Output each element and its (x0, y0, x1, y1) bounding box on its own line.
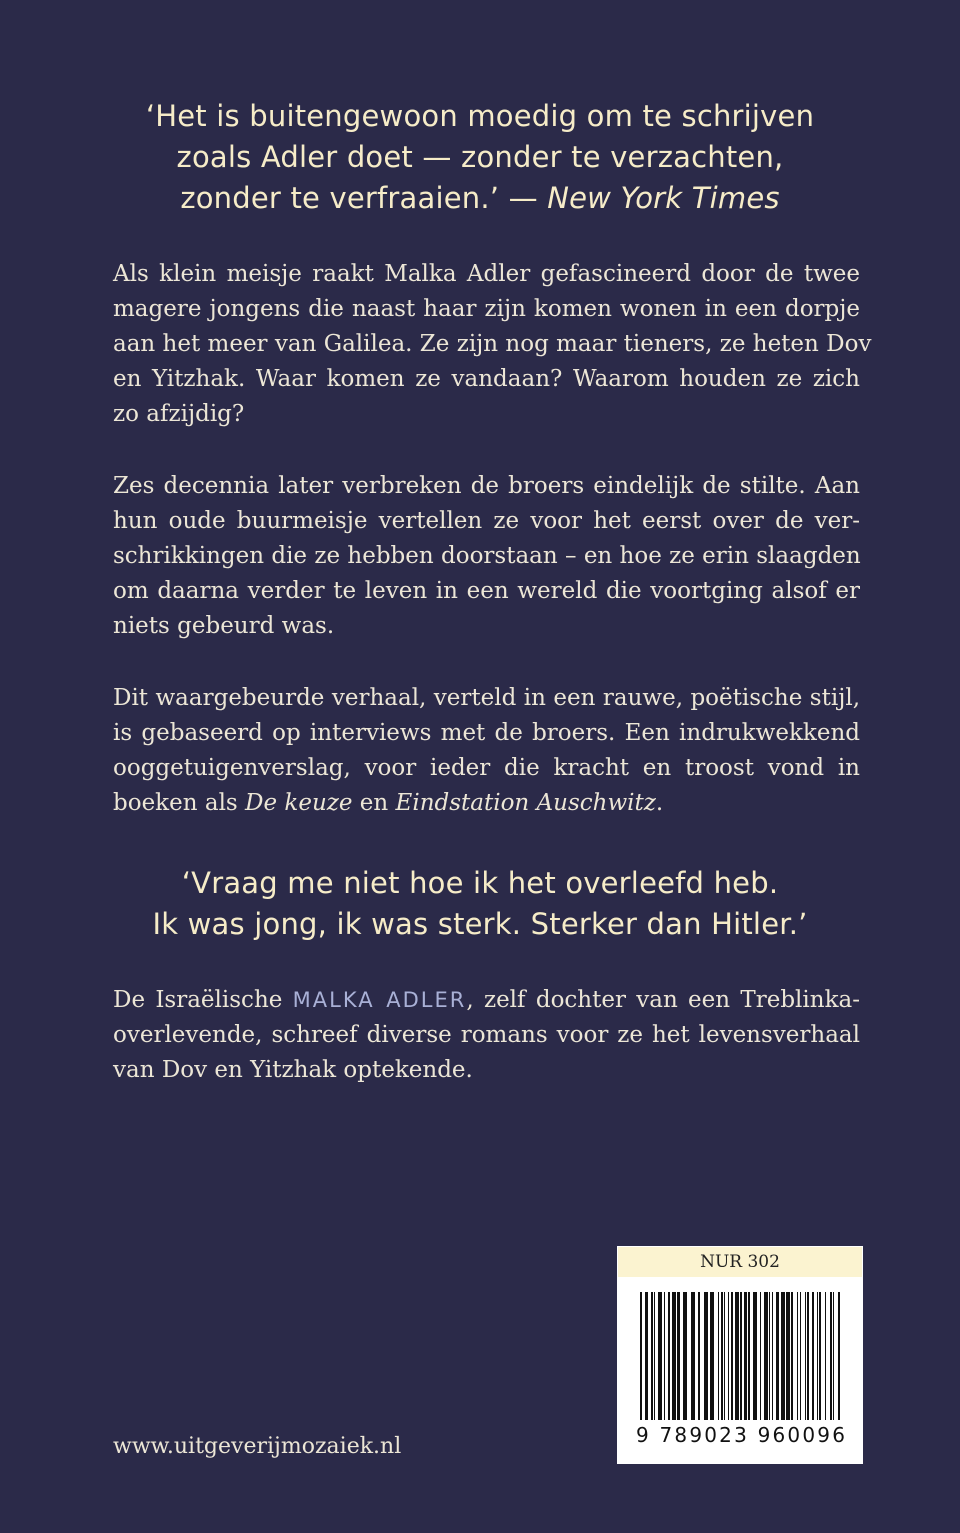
text-line: overlevende, schreef diverse romans voor ze het levensverhaal (113, 1022, 860, 1048)
barcode-bar (735, 1292, 739, 1420)
barcode-bar (740, 1292, 742, 1420)
barcode-bar (731, 1292, 733, 1420)
barcode-bar (838, 1292, 840, 1420)
barcode-bar (800, 1292, 801, 1420)
isbn-number: 9 789023 960096 (636, 1423, 848, 1447)
review-quote (0, 96, 960, 219)
barcode-bar (786, 1292, 790, 1420)
barcode-bar (817, 1292, 818, 1420)
barcode-bar (748, 1292, 750, 1420)
barcode-bar (753, 1292, 757, 1420)
barcode-bar (698, 1292, 700, 1420)
text-fragment: en (352, 790, 396, 816)
barcode-bar (704, 1292, 708, 1420)
barcode-bar (819, 1292, 821, 1420)
text-line: schrikkingen die ze hebben doorstaan – en hoe ze erin slaagden (113, 543, 861, 569)
barcode-bar (654, 1292, 655, 1420)
quote-line: ‘Vraag me niet hoe ik het overleefd heb. (181, 866, 779, 900)
book-title: Eindstation Auschwitz (395, 790, 656, 816)
barcode-bar (721, 1292, 723, 1420)
quote-line: ‘Het is buitengewoon moedig om te schrijven (145, 99, 815, 133)
quote-source: New York Times (547, 181, 780, 215)
blurb-paragraph-1 (113, 257, 872, 432)
barcode-bar (668, 1292, 670, 1420)
barcode-bar (640, 1292, 642, 1420)
barcode-bar (830, 1292, 832, 1420)
text-line: Zes decennia later verbreken de broers eindelijk de stilte. Aan (113, 473, 860, 499)
text-line: van Dov en Yitzhak optekende. (113, 1057, 473, 1083)
quote-line (0, 178, 960, 219)
barcode-bar (797, 1292, 798, 1420)
text-line: aan het meer van Galilea. Ze zijn nog maar tieners, ze heten Dov (113, 331, 872, 357)
barcode-bar (744, 1292, 747, 1420)
text-line: Als klein meisje raakt Malka Adler gefascineerd door de twee (113, 261, 860, 287)
text-fragment: De Israëlische (113, 987, 293, 1013)
barcode-bar (718, 1292, 719, 1420)
barcode-bar (807, 1292, 809, 1420)
book-title: De keuze (245, 790, 353, 816)
barcode-bar (781, 1292, 785, 1420)
barcode-bar (645, 1292, 648, 1420)
barcode-bar (805, 1292, 806, 1420)
text-fragment: . (655, 790, 664, 816)
nur-code: NUR 302 (618, 1247, 862, 1277)
text-line: om daarna verder te leven in een wereld die voortging alsof er (113, 578, 860, 604)
barcode-bar (672, 1292, 676, 1420)
barcode-bar (710, 1292, 714, 1420)
text-line: zo afzijdig? (113, 401, 245, 427)
quote-line: zoals Adler doet — zonder te verzachten, (176, 140, 784, 174)
text-line: en Yitzhak. Waar komen ze vandaan? Waarom houden ze zich (113, 366, 860, 392)
barcode-bar (791, 1292, 793, 1420)
barcode-bar (683, 1292, 687, 1420)
barcode-bar (691, 1292, 695, 1420)
text-line: ooggetuigenverslag, voor ieder die kracht en troost vond in (113, 755, 860, 781)
quote-text: zonder te verfraaien.’ — (180, 181, 548, 215)
barcode-icon (638, 1292, 842, 1420)
text-line (113, 983, 860, 1018)
publisher-website[interactable]: www.uitgeverijmozaiek.nl (113, 1434, 402, 1459)
barcode-bar (776, 1292, 779, 1420)
barcode-bar (760, 1292, 761, 1420)
author-bio (113, 983, 860, 1088)
blurb-paragraph-2 (113, 469, 860, 644)
barcode-bar (812, 1292, 814, 1420)
author-name: MALKA ADLER (292, 988, 467, 1012)
barcode-bar (772, 1292, 773, 1420)
text-line: niets gebeurd was. (113, 613, 335, 639)
barcode-bar (825, 1292, 826, 1420)
text-line: Dit waargebeurde verhaal, verteld in een rauwe, poëtische stijl, (113, 685, 860, 711)
barcode-bar (728, 1292, 729, 1420)
text-fragment: , zelf dochter van een Treblinka- (466, 987, 860, 1013)
barcode-bar (664, 1292, 665, 1420)
quote-line: Ik was jong, ik was sterk. Sterker dan Hitler.’ (152, 907, 808, 941)
barcode-bar (651, 1292, 653, 1420)
text-line (113, 786, 860, 821)
barcode-bar (677, 1292, 680, 1420)
blurb-paragraph-3 (113, 681, 860, 821)
text-line: hun oude buurmeisje vertellen ze voor het eerst over de ver- (113, 508, 860, 534)
text-fragment: boeken als (113, 790, 246, 816)
barcode-bar (764, 1292, 768, 1420)
text-line: magere jongens die naast haar zijn komen wonen in een dorpje (113, 296, 860, 322)
barcode-bar (724, 1292, 725, 1420)
barcode-bar (833, 1292, 834, 1420)
text-line: is gebaseerd op interviews met de broers. Een indrukwekkend (113, 720, 860, 746)
barcode-bar (658, 1292, 662, 1420)
pull-quote (0, 863, 960, 945)
barcode-bar (769, 1292, 770, 1420)
barcode-label (617, 1246, 863, 1464)
